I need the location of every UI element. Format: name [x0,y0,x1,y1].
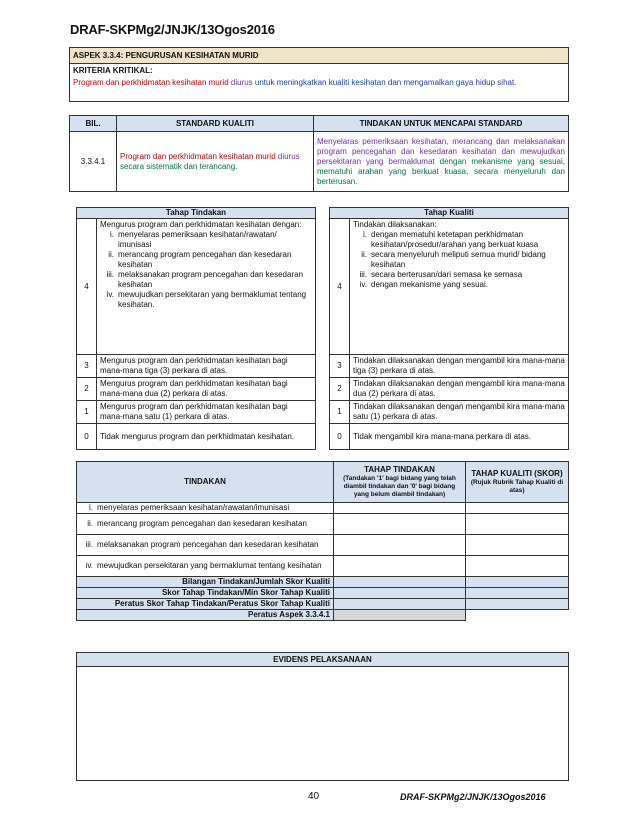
evidence-area[interactable] [77,667,569,781]
aspect-total-label: Peratus Aspek 3.3.4.1 [77,610,334,621]
header-tindakan-standard: TINDAKAN UNTUK MENCAPAI STANDARD [314,116,569,132]
standard-part-2: diurus [277,151,300,161]
kualiti-score-3: 3 [330,355,350,378]
score-row-iii: iii. melaksanakan program pencegahan dan kesedaran kesihatan [77,535,334,556]
header-tahap-kualiti-note: (Rujuk Rubrik Tahap Kualiti di atas) [470,479,564,494]
tahap-kualiti-title: Tahap Kualiti [330,208,569,219]
aspect-total-empty [466,610,569,621]
score-input-kualiti-i[interactable] [466,503,569,514]
footer-code: DRAF-SKPMg2/JNJK/13Ogos2016 [400,792,546,802]
tindakan-level-0: Tidak mengurus program dan perkhidmatan kesihatan. [97,424,316,450]
score-input-tindakan-ii[interactable] [334,514,466,535]
summary-skor-tindakan[interactable] [334,588,466,599]
tindakan-score-2: 2 [77,378,97,401]
criteria-label: KRITERIA KRITIKAL: [73,66,153,75]
standard-table [69,115,569,192]
header-tahap-tindakan-label: TAHAP TINDAKAN [364,465,435,475]
tindakan-score-3: 3 [77,355,97,378]
action-part-3: dengan mekanisme yang sesuai, mematuhi arahan yang berkuat kuasa, secara menyeluruh dan berterusan. [317,156,565,186]
standard-text [117,132,314,192]
bil-value: 3.3.4.1 [70,132,117,192]
kualiti-score-4: 4 [330,219,350,355]
kualiti-level-3: Tindakan dilaksanakan dengan mengambil kira mana-mana tiga (3) perkara di atas. [350,355,569,378]
evidence-title: EVIDENS PELAKSANAAN [77,653,569,667]
tindakan-score-1: 1 [77,401,97,424]
kualiti-score-1: 1 [330,401,350,424]
tindakan-level-4-intro: Mengurus program dan perkhidmatan kesihatan dengan: [100,220,302,229]
summary-skor-kualiti[interactable] [466,588,569,599]
page-number: 40 [308,791,320,802]
kualiti-score-0: 0 [330,424,350,450]
kualiti-level-4-item: iii. secara berterusan/dari semasa ke semasa [359,270,523,279]
tahap-tindakan-title: Tahap Tindakan [77,208,316,219]
tindakan-score-0: 0 [77,424,97,450]
kualiti-level-4-intro: Tindakan dilaksanakan: [353,220,437,229]
criteria-part-3: untuk meningkatkan kualiti kesihatan dan mengamalkan gaya hidup sihat. [254,78,517,87]
score-input-kualiti-iv[interactable] [466,556,569,577]
kualiti-level-4-item: iv. dengan mekanisme yang sesuai. [359,280,488,289]
tindakan-level-4-item: i. menyelaras pemeriksaan kesihatan/rawatan/ imunisasi [110,230,277,249]
kualiti-level-4 [350,219,569,355]
tindakan-level-1: Mengurus program dan perkhidmatan kesihatan bagi mana-mana satu (1) perkara di atas. [97,401,316,424]
aspect-box [69,47,569,102]
summary-peratus-tindakan[interactable] [334,599,466,610]
summary-bilangan-kualiti[interactable] [466,577,569,588]
criteria-part-1: Program dan perkhidmatan kesihatan murid [73,78,229,87]
tindakan-level-3: Mengurus program dan perkhidmatan kesihatan bagi mana-mana tiga (3) perkara di atas. [97,355,316,378]
kualiti-level-2: Tindakan dilaksanakan dengan mengambil kira mana-mana dua (2) perkara di atas. [350,378,569,401]
header-standard-kualiti: STANDARD KUALITI [117,116,314,132]
score-input-kualiti-iii[interactable] [466,535,569,556]
evidence-box [76,652,569,781]
header-tindakan: TINDAKAN [77,462,334,503]
kualiti-score-2: 2 [330,378,350,401]
summary-peratus-kualiti[interactable] [466,599,569,610]
summary-peratus: Peratus Skor Tahap Tindakan/Peratus Skor Tahap Kualiti [77,599,334,610]
action-part-2: dan mewujudkan persekitaran yang bermaklumat [317,146,565,166]
action-part-1: Menyelaras pemeriksaan kesihatan, merancang dan melaksanakan program pencegahan dan kesedaran kesihatan [317,136,565,156]
criteria-cell [70,64,569,102]
score-input-tindakan-iv[interactable] [334,556,466,577]
standard-part-3: secara sistematik dan terancang. [120,161,238,171]
score-row-ii: ii. merancang program pencegahan dan kesedaran kesihatan [77,514,334,535]
header-tahap-kualiti [466,462,569,503]
tindakan-score-4: 4 [77,219,97,355]
tindakan-level-4-item: iii. melaksanakan program pencegahan dan kesedaran kesihatan [106,270,304,289]
tahap-kualiti-table [329,207,569,450]
kualiti-level-4-item: ii. secara menyeluruh meliputi semua murid/ bidang kesihatan [361,250,546,269]
criteria-part-2: diurus [230,78,253,87]
kualiti-level-1: Tindakan dilaksanakan dengan mengambil kira mana-mana satu (1) perkara di atas. [350,401,569,424]
header-tahap-kualiti-label: TAHAP KUALITI (SKOR) [471,469,563,479]
tindakan-level-4-item: ii. merancang program pencegahan dan kesedaran kesihatan [108,250,292,269]
tahap-tindakan-table [76,207,316,450]
summary-skor: Skor Tahap Tindakan/Min Skor Tahap Kualiti [77,588,334,599]
header-tahap-tindakan-note: (Tandakan '1' bagi bidang yang telah diambil tindakan dan '0' bagi bidang yang belum diambil tindakan) [343,475,456,498]
score-row-i: i. menyelaras pemeriksaan kesihatan/rawatan/imunisasi [77,503,334,514]
tindakan-level-2: Mengurus program dan perkhidmatan kesihatan bagi mana-mana dua (2) perkara di atas. [97,378,316,401]
aspect-title: ASPEK 3.3.4: PENGURUSAN KESIHATAN MURID [70,48,569,64]
aspect-total-value[interactable] [334,610,466,621]
score-input-kualiti-ii[interactable] [466,514,569,535]
kualiti-level-4-item: i. dengan mematuhi ketetapan perkhidmatan kesihatan/prosedur/arahan yang berkuat kuasa [363,230,539,249]
summary-bilangan: Bilangan Tindakan/Jumlah Skor Kualiti [77,577,334,588]
kualiti-level-0: Tidak mengambil kira mana-mana perkara di atas. [350,424,569,450]
score-input-tindakan-iii[interactable] [334,535,466,556]
criteria-text [73,78,565,88]
tindakan-level-4 [97,219,316,355]
header-tahap-tindakan [334,462,466,503]
score-row-iv: iv. mewujudkan persekitaran yang bermaklumat tentang kesihatan [77,556,334,577]
header-bil: BIL. [70,116,117,132]
page-header-title: DRAF-SKPMg2/JNJK/13Ogos2016 [70,22,275,37]
tindakan-level-4-item: iv. mewujudkan persekitaran yang bermaklumat tentang kesihatan. [106,290,307,309]
score-input-tindakan-i[interactable] [334,503,466,514]
summary-bilangan-tindakan[interactable] [334,577,466,588]
scoring-table [76,461,569,621]
action-text [314,132,569,192]
standard-part-1: Program dan perkhidmatan kesihatan murid [120,151,276,161]
